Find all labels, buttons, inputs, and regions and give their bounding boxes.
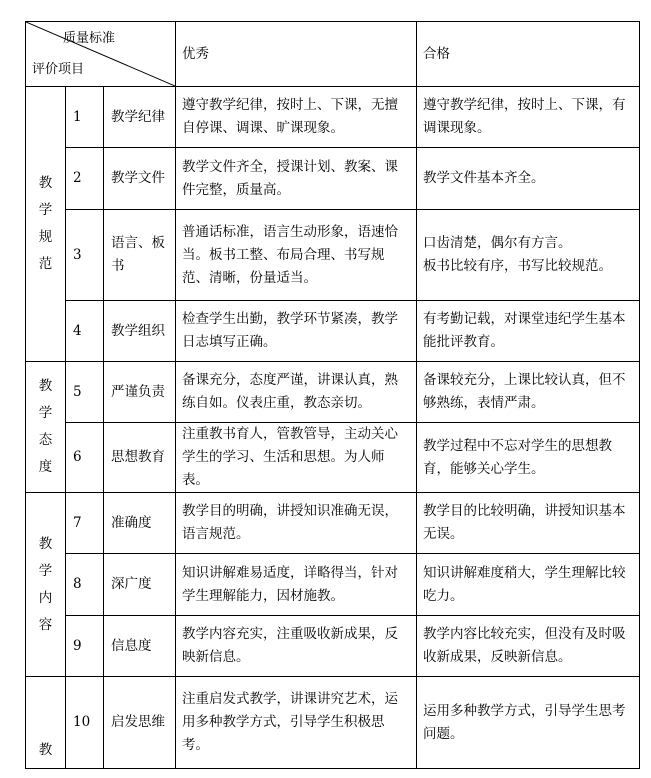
row-number: 6	[66, 423, 104, 493]
row-qualified: 教学内容比较充实，但没有及时吸收新成果，反映新信息。	[417, 616, 640, 677]
row-qualified: 教学过程中不忘对学生的思想教育，能够关心学生。	[417, 423, 640, 493]
category-label: 教	[38, 742, 53, 758]
row-number: 10	[66, 677, 104, 769]
row-number: 3	[66, 210, 104, 301]
row-qualified: 教学目的比较明确，讲授知识基本无误。	[417, 493, 640, 554]
row-number: 2	[66, 148, 104, 210]
row-item: 准确度	[104, 493, 176, 554]
table-row	[26, 210, 640, 301]
row-item: 教学纪律	[104, 87, 176, 148]
header-quality-standard: 质量标准	[63, 31, 116, 46]
category-cell	[26, 87, 66, 362]
category-cell	[26, 493, 66, 677]
row-excellent: 备课充分，态度严谨，讲课认真，熟练自如。仪表庄重，教态亲切。	[176, 362, 417, 423]
row-number: 4	[66, 301, 104, 362]
row-item: 信息度	[104, 616, 176, 677]
row-item: 教学组织	[104, 301, 176, 362]
header-row	[26, 22, 640, 87]
row-qualified: 备课较充分，上课比较认真，但不够熟练，表情严肃。	[417, 362, 640, 423]
header-qualified: 合格	[417, 22, 640, 87]
row-excellent: 教学目的明确，讲授知识准确无误，语言规范。	[176, 493, 417, 554]
category-cell	[26, 677, 66, 769]
row-excellent: 教学文件齐全，授课计划、教案、课件完整，质量高。	[176, 148, 417, 210]
row-number: 7	[66, 493, 104, 554]
row-item: 思想教育	[104, 423, 176, 493]
header-diagonal-cell	[26, 22, 176, 87]
row-item: 教学文件	[104, 148, 176, 210]
row-item: 深广度	[104, 554, 176, 616]
row-item: 启发思维	[104, 677, 176, 769]
row-qualified: 遵守教学纪律，按时上、下课，有调课现象。	[417, 87, 640, 148]
row-number: 9	[66, 616, 104, 677]
table-row	[26, 554, 640, 616]
table-row	[26, 677, 640, 769]
row-number: 8	[66, 554, 104, 616]
evaluation-table	[25, 21, 640, 769]
category-label: 教学态度	[38, 378, 53, 475]
row-excellent: 知识讲解难易适度，详略得当，针对学生理解能力，因材施教。	[176, 554, 417, 616]
header-evaluation-item: 评价项目	[32, 62, 85, 77]
row-item: 严谨负责	[104, 362, 176, 423]
row-excellent: 普通话标准，语言生动形象，语速恰当。板书工整、布局合理、书写规范、清晰，份量适当。	[176, 210, 417, 301]
header-excellent: 优秀	[176, 22, 417, 87]
table-row	[26, 362, 640, 423]
category-label: 教学内容	[38, 535, 53, 633]
category-label: 教学规范	[38, 175, 53, 272]
row-number: 5	[66, 362, 104, 423]
row-qualified: 教学文件基本齐全。	[417, 148, 640, 210]
category-cell	[26, 362, 66, 493]
row-qualified: 知识讲解难度稍大，学生理解比较吃力。	[417, 554, 640, 616]
table-row	[26, 148, 640, 210]
table-row	[26, 301, 640, 362]
row-excellent: 注重启发式教学，讲课讲究艺术，运用多种教学方式，引导学生积极思考。	[176, 677, 417, 769]
row-excellent: 检查学生出勤，教学环节紧凑，教学日志填写正确。	[176, 301, 417, 362]
row-excellent: 遵守教学纪律，按时上、下课，无擅自停课、调课、旷课现象。	[176, 87, 417, 148]
row-item: 语言、板书	[104, 210, 176, 301]
row-qualified: 有考勤记载，对课堂违纪学生基本能批评教育。	[417, 301, 640, 362]
evaluation-table-container	[25, 21, 640, 769]
row-excellent: 注重教书育人，管教管导，主动关心学生的学习、生活和思想。为人师表。	[176, 423, 417, 493]
row-qualified: 口齿清楚，偶尔有方言。 板书比较有序，书写比较规范。	[417, 210, 640, 301]
table-row	[26, 493, 640, 554]
table-row	[26, 423, 640, 493]
table-row	[26, 616, 640, 677]
row-number: 1	[66, 87, 104, 148]
row-qualified: 运用多种教学方式，引导学生思考问题。	[417, 677, 640, 769]
table-row	[26, 87, 640, 148]
row-excellent: 教学内容充实，注重吸收新成果，反映新信息。	[176, 616, 417, 677]
